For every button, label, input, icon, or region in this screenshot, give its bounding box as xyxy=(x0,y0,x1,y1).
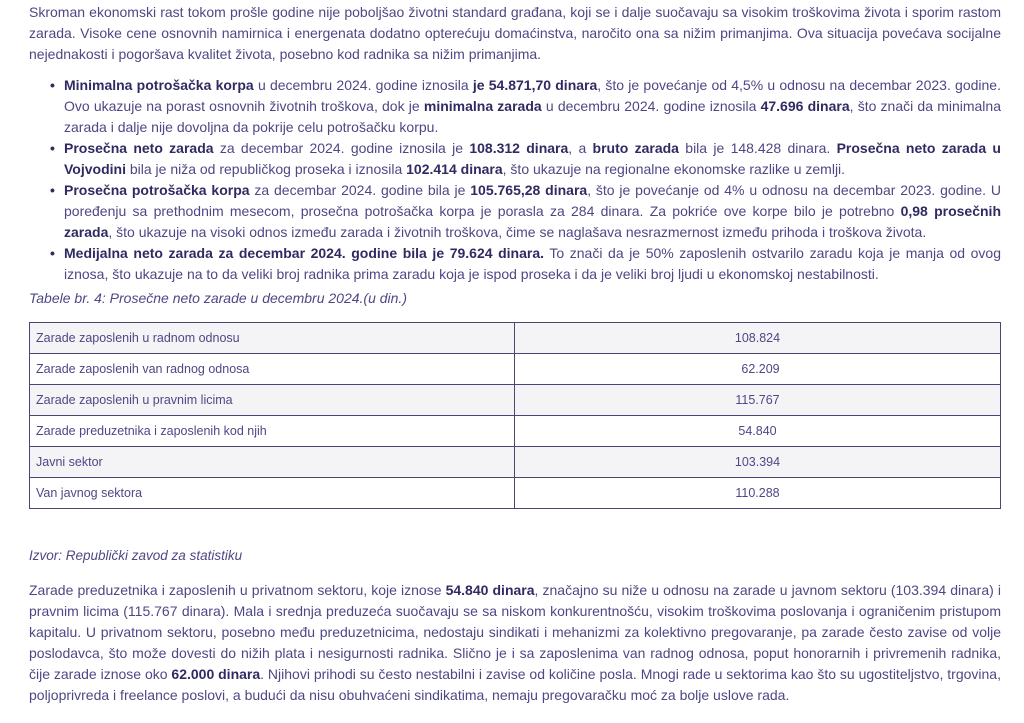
body-text: , što znači da minimalna zarada i dalje nije dovoljna da pokrije celu potrošačku korpu. xyxy=(64,98,1001,135)
emphasis-text: 105.765,28 dinara xyxy=(470,182,588,198)
body-text: bila je niža od republičkog proseka i iznosila xyxy=(125,161,407,177)
emphasis-text: 0,98 prosečnih zarada xyxy=(64,203,1001,240)
row-value: 62.209 xyxy=(515,354,1001,385)
body-text: , što ukazuje na visoki odnos između zarada i životnih troškova, čime se naglašava nesrazmernost između prihoda i troškova života. xyxy=(108,224,927,240)
emphasis-text: je 54.871,70 dinara xyxy=(472,77,598,93)
row-value: 54.840 xyxy=(515,416,1001,447)
emphasis-text: Prosečna neto zarada xyxy=(64,140,214,156)
emphasis-text: 102.414 dinara xyxy=(406,161,503,177)
body-text: za decembar 2024. godine bila je xyxy=(249,182,471,198)
emphasis-text: Prosečna neto zarada u Vojvodini xyxy=(64,140,1001,177)
body-text: , što je povećanje od 4% u odnosu na decembar 2023. godine. U poređenju sa prethodnim mesecom, prosečna potrošačka korpa je porasla za 284 dinara. Za pokriće ove korpe bilo je potrebno xyxy=(64,182,1001,219)
row-value: 103.394 xyxy=(515,447,1001,478)
emphasis-text: Medijalna neto zarada za decembar 2024. godine bila je 79.624 dinara. xyxy=(64,245,545,261)
key-figures-list xyxy=(29,75,1001,285)
list-item xyxy=(64,138,1001,180)
table-row xyxy=(30,478,1001,509)
list-item xyxy=(64,75,1001,138)
body-text: u decembru 2024. godine iznosila xyxy=(541,98,761,114)
table-row xyxy=(30,385,1001,416)
emphasis-text: 47.696 dinara xyxy=(760,98,850,114)
row-label: Van javnog sektora xyxy=(30,478,515,509)
body-text: Zarade preduzetnika i zaposlenih u privatnom sektoru, koje iznose xyxy=(29,582,446,598)
list-item xyxy=(64,180,1001,243)
body-text: za decembar 2024. godine iznosila je xyxy=(213,140,470,156)
body-text: . Njihovi prihodi su često nestabilni i zavise od količine posla. Mnogi rade u sektorima kao što su ugostiteljstvo, trgovina, poljoprivreda i freelance poslovi, a budući da nisu obuhvaćeni sindikatima, nemaju pregovaračku moć za bolje uslove rada. xyxy=(29,666,1001,703)
row-value: 110.288 xyxy=(515,478,1001,509)
body-text: , što je povećanje od 4,5% u odnosu na decembar 2023. godine. Ovo ukazuje na porast osnovnih životnih troškova, dok je xyxy=(64,77,1001,114)
table-source: Izvor: Republički zavod za statistiku xyxy=(29,548,243,563)
body-text: u decembru 2024. godine iznosila xyxy=(253,77,473,93)
emphasis-text: bruto zarada xyxy=(592,140,679,156)
emphasis-text: minimalna zarada xyxy=(423,98,542,114)
body-text: bila je 148.428 dinara. xyxy=(678,140,837,156)
emphasis-text: 62.000 dinara xyxy=(171,666,261,682)
body-text: , značajno su niže u odnosu na zarade u javnom sektoru (103.394 dinara) i pravnim licima (115.767 dinara). Mala i srednja preduzeća suočavaju se sa niskom konkurentnošću, visokim troškovima poslovanja i ograničenim pristupom kapitalu. U privatnom sektoru, posebno među preduzetnicima, nedostaju sindikati i mehanizmi za kolektivno pregovaranje, pa zarade često zavise od volje poslodavca, što može dovesti do nižih plata i nesigurnosti radnika. Slično je i sa zaposlenima van radnog odnosa, poput honorarnih i privremenih radnika, čije zarade iznose oko xyxy=(29,582,1001,682)
emphasis-text: Prosečna potrošačka korpa xyxy=(64,182,250,198)
emphasis-text: Minimalna potrošačka korpa xyxy=(64,77,254,93)
row-label: Zarade zaposlenih u radnom odnosu xyxy=(30,323,515,354)
table-row xyxy=(30,416,1001,447)
list-item xyxy=(64,243,1001,285)
emphasis-text: 108.312 dinara xyxy=(469,140,569,156)
outro-paragraph xyxy=(29,580,1001,706)
wages-table xyxy=(29,322,1001,509)
row-label: Zarade zaposlenih van radnog odnosa xyxy=(30,354,515,385)
row-label: Zarade zaposlenih u pravnim licima xyxy=(30,385,515,416)
row-label: Javni sektor xyxy=(30,447,515,478)
body-text: To znači da je 50% zaposlenih ostvarilo zaradu koja je manja od ovog iznosa, što ukazuje na to da veliki broj radnika prima zaradu koja je ispod proseka i da je veliki broj ljudi u ekonomskoj nestabilnosti. xyxy=(64,245,1001,282)
row-label: Zarade preduzetnika i zaposlenih kod njih xyxy=(30,416,515,447)
row-value: 108.824 xyxy=(515,323,1001,354)
intro-paragraph: Skroman ekonomski rast tokom prošle godine nije poboljšao životni standard građana, koji se i dalje suočavaju sa visokim troškovima života i sporim rastom zarada. Visoke cene osnovnih namirnica i energenata dodatno opterećuju domaćinstva, naročito ona sa nižim primanjima. Ova situacija povećava socijalne nejednakosti i pogoršava kvalitet života, posebno kod radnika sa nižim primanjima. xyxy=(29,4,1001,62)
body-text: , a xyxy=(568,140,593,156)
body-text: , što ukazuje na regionalne ekonomske razlike u zemlji. xyxy=(502,161,846,177)
table-row xyxy=(30,323,1001,354)
row-value: 115.767 xyxy=(515,385,1001,416)
table-row xyxy=(30,447,1001,478)
table-caption: Tabele br. 4: Prosečne neto zarade u decembru 2024.(u din.) xyxy=(29,290,407,306)
table-row xyxy=(30,354,1001,385)
emphasis-text: 54.840 dinara xyxy=(445,582,535,598)
